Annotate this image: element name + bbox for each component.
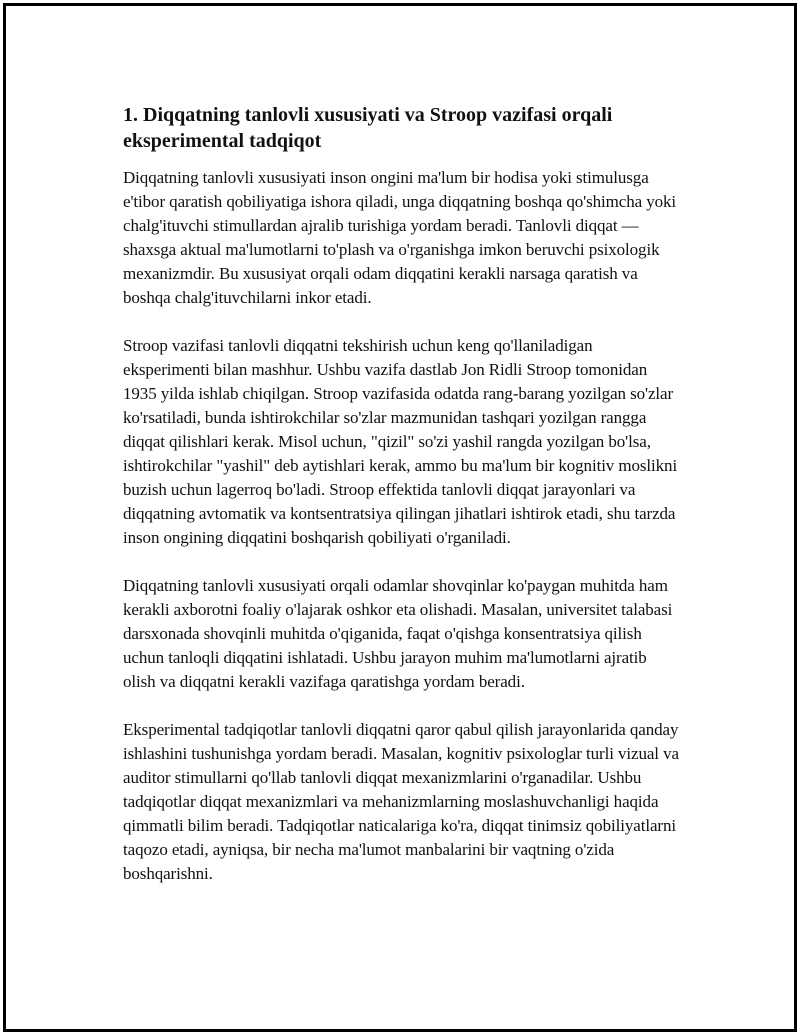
page-border (3, 3, 797, 1032)
paragraph-4: Eksperimental tadqiqotlar tanlovli diqqatni qaror qabul qilish jarayonlarida qanday ishlashini tushunishga yordam beradi. Masalan, kognitiv psixologlar turli vizual va auditor stimullarni qo'llab tanlovli diqqat mexanizmlarini o'rganadilar. Ushbu tadqiqotlar diqqat mexanizmlari va mehanizmlarning moslashuvchanligi haqida qimmatli bilim beradi. Tadqiqotlar naticalariga ko'ra, diqqat tinimsiz qobiliyatlarni taqozo etadi, ayniqsa, bir necha ma'lumot manbalarini bir vaqtning o'zida boshqarishni. (123, 720, 679, 883)
paragraph-3: Diqqatning tanlovli xususiyati orqali odamlar shovqinlar ko'paygan muhitda ham kerakli axborotni foaliy o'lajarak oshkor eta olishadi. Masalan, universitet talabasi darsxonada shovqinli muhitda o'qiganida, faqat o'qishga konsentratsiya qilish uchun tanloqli diqqatini ishlatadi. Ushbu jarayon muhim ma'lumotlarni ajratib olish va diqqatni kerakli vazifaga qaratishga yordam beradi. (123, 576, 673, 691)
document-title: 1. Diqqatning tanlovli xususiyati va Stroop vazifasi orqali eksperimental tadqiqot (123, 104, 613, 152)
paragraph-1: Diqqatning tanlovli xususiyati inson ongini ma'lum bir hodisa yoki stimulusga e'tibor qaratish qobiliyatiga ishora qiladi, unga diqqatning boshqa qo'shimcha yoki chalg'ituvchi stimullardan ajralib turishiga yordam beradi. Tanlovli diqqat — shaxsga aktual ma'lumotlarni to'plash va o'rganishga imkon beruvchi psixologik mexanizmdir. Bu xususiyat orqali odam diqqatini kerakli narsaga qaratish va boshqa chalg'ituvchilarni inkor etadi. (123, 168, 677, 307)
paragraph-2: Stroop vazifasi tanlovli diqqatni tekshirish uchun keng qo'llaniladigan eksperimenti bilan mashhur. Ushbu vazifa dastlab Jon Ridli Stroop tomonidan 1935 yilda ishlab chiqilgan. Stroop vazifasida odatda rang-barang yozilgan so'zlar ko'rsatiladi, bunda ishtirokchilar so'zlar mazmunidan tashqari yozilgan rangga diqqat qilishlari kerak. Misol uchun, "qizil" so'zi yashil rangda yozilgan bo'lsa, ishtirokchilar "yashil" deb aytishlari kerak, ammo bu ma'lum bir kognitiv moslikni buzish uchun lagerroq bo'ladi. Stroop effektida tanlovli diqqat jarayonlari va diqqatning avtomatik va kontsentratsiya qilingan jihatlari ishtirok etadi, shu tarzda inson ongining diqqatini boshqarish qobiliyati o'rganiladi. (123, 336, 678, 547)
document-body (123, 102, 683, 886)
